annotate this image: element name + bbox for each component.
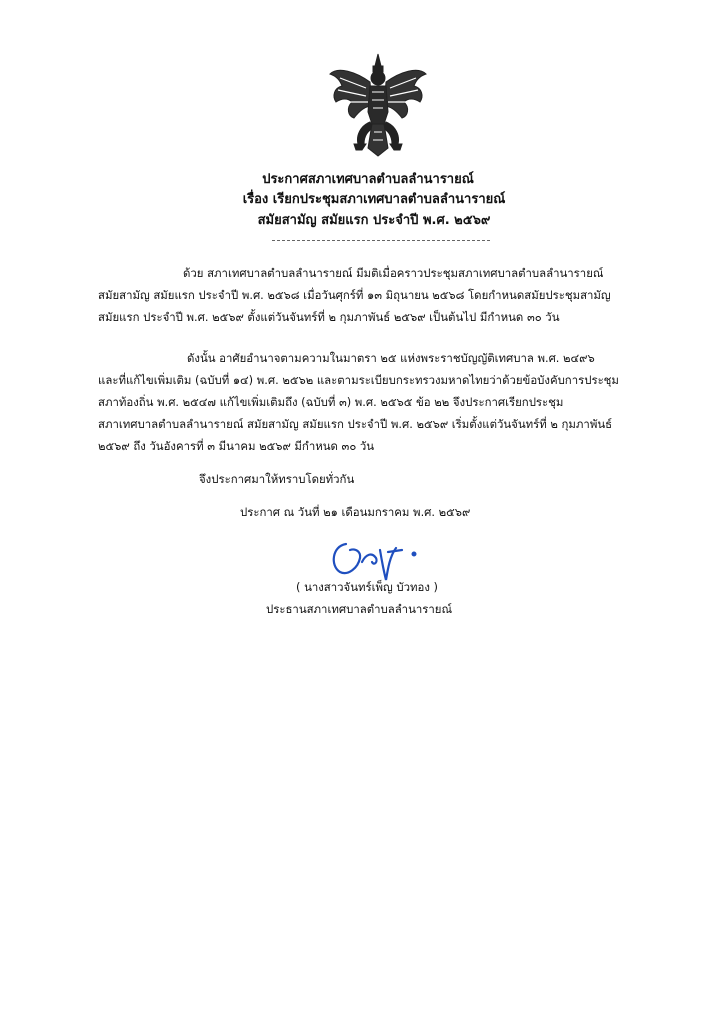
paragraph-1-line: สมัยสามัญ สมัยแรก ประจำปี พ.ศ. ๒๕๖๘ เมื่อวันศุกร์ที่ ๑๓ มิถุนายน ๒๕๖๘ โดยกำหนดสมัยประชุมสามัญ bbox=[98, 288, 611, 302]
closing-line: จึงประกาศมาให้ทราบโดยทั่วกัน bbox=[199, 472, 355, 486]
signatory-name: ( นางสาวจันทร์เพ็ญ บัวทอง ) bbox=[296, 580, 438, 594]
announcement-session: สมัยสามัญ สมัยแรก ประจำปี พ.ศ. ๒๕๖๙ bbox=[257, 213, 491, 228]
paragraph-2-line: สภาท้องถิ่น พ.ศ. ๒๕๔๗ แก้ไขเพิ่มเติมถึง (ฉบับที่ ๓) พ.ศ. ๒๕๖๕ ข้อ ๒๒ จึงประกาศเรียกประชุม bbox=[98, 395, 564, 409]
paragraph-2-line: และที่แก้ไขเพิ่มเติม (ฉบับที่ ๑๔) พ.ศ. ๒๕๖๒ และตามระเบียบกระทรวงมหาดไทยว่าด้วยข้อบังคับการประชุม bbox=[98, 373, 619, 387]
paragraph-2-line: สภาเทศบาลตำบลลำนารายณ์ สมัยสามัญ สมัยแรก ประจำปี พ.ศ. ๒๕๖๙ เริ่มตั้งแต่วันจันทร์ที่ ๒ กุมภาพันธ์ bbox=[98, 417, 613, 431]
paragraph-2 bbox=[98, 347, 681, 457]
paragraph-1 bbox=[98, 262, 681, 328]
signatory-position: ประธานสภาเทศบาลตำบลลำนารายณ์ bbox=[266, 602, 453, 616]
paragraph-2-line: ดังนั้น อาศัยอำนาจตามความในมาตรา ๒๕ แห่งพระราชบัญญัติเทศบาล พ.ศ. ๒๔๙๖ bbox=[187, 351, 595, 365]
announcement-title: ประกาศสภาเทศบาลตำบลลำนารายณ์ bbox=[262, 172, 474, 187]
paragraph-2-line: ๒๕๖๙ ถึง วันอังคารที่ ๓ มีนาคม ๒๕๖๙ มีกำหนด ๓๐ วัน bbox=[98, 439, 375, 453]
paragraph-1-line: ด้วย สภาเทศบาลตำบลลำนารายณ์ มีมติเมื่อคราวประชุมสภาเทศบาลตำบลลำนารายณ์ bbox=[183, 266, 604, 280]
garuda-emblem-icon bbox=[326, 52, 430, 162]
separator-line bbox=[272, 240, 490, 241]
paragraph-1-line: สมัยแรก ประจำปี พ.ศ. ๒๕๖๙ ตั้งแต่วันจันทร์ที่ ๒ กุมภาพันธ์ ๒๕๖๙ เป็นต้นไป มีกำหนด ๓๐ วัน bbox=[98, 310, 560, 324]
date-line: ประกาศ ณ วันที่ ๒๑ เดือนมกราคม พ.ศ. ๒๕๖๙ bbox=[240, 505, 471, 519]
announcement-subject: เรื่อง เรียกประชุมสภาเทศบาลตำบลลำนารายณ์ bbox=[242, 192, 506, 207]
